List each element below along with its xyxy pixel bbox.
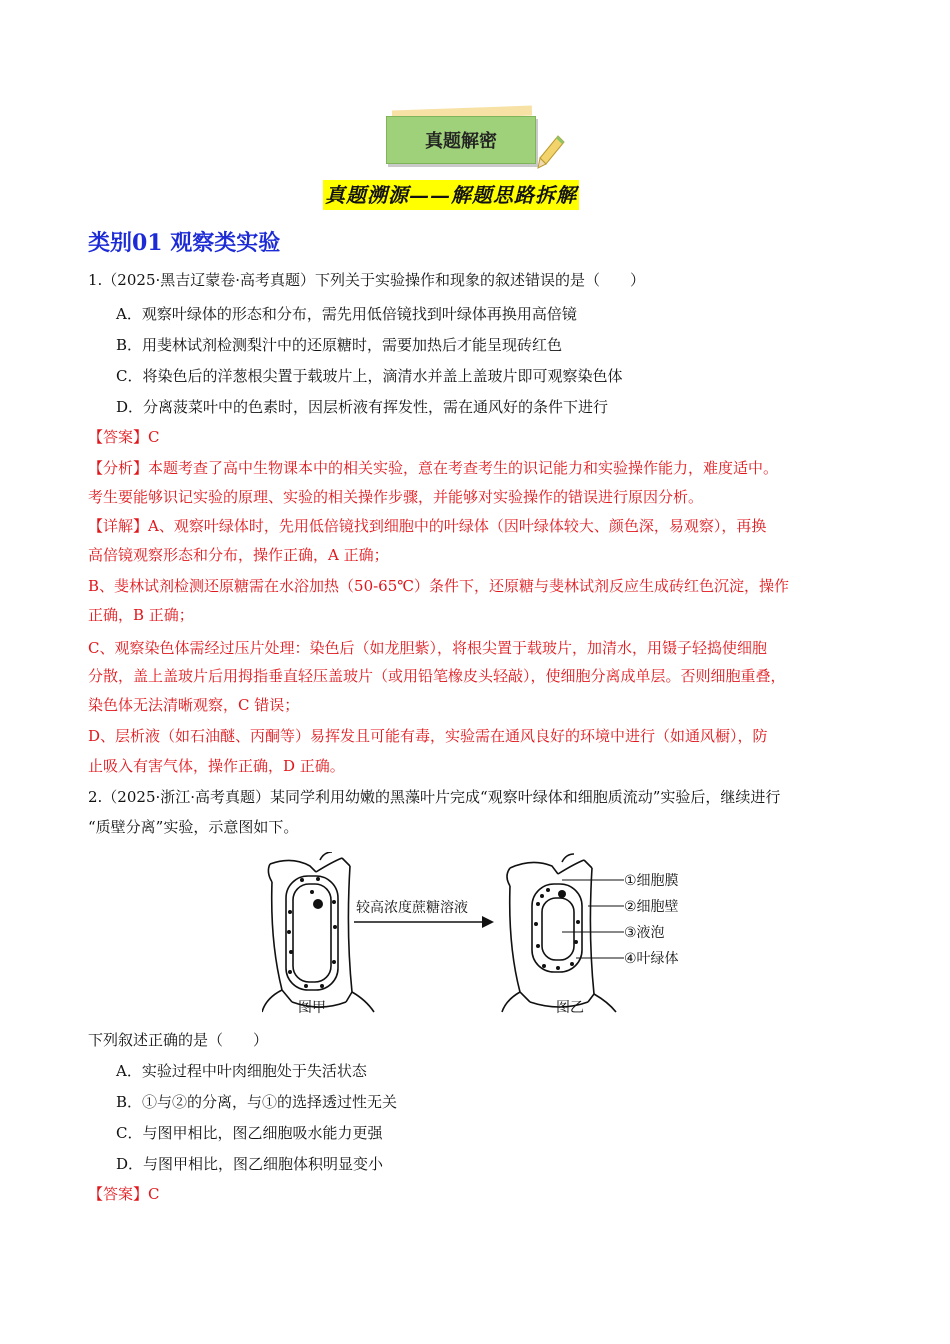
answer-tag: 【答案】 — [88, 428, 149, 446]
q1-detail-line-6: 分散，盖上盖玻片后用拇指垂直轻压盖玻片（或用铅笔橡皮头轻敲），使细胞分离成单层。否则细胞重叠， — [88, 667, 786, 685]
label-chloroplast: ④叶绿体 — [624, 951, 679, 967]
q1-detail-line-4: 正确，B 正确； — [88, 606, 194, 624]
q1-detail-line-7: 染色体无法清晰观察，C 错误； — [88, 696, 300, 714]
q1-stem: 1.（2025·黑吉辽蒙卷·高考真题）下列关于实验操作和现象的叙述错误的是（ ） — [88, 271, 646, 289]
caption-b: 图乙 — [556, 1000, 584, 1016]
cell-figure-a — [262, 852, 374, 1012]
q1-answer — [88, 427, 160, 447]
q1-detail-line-8: D、层析液（如石油醚、丙酮等）易挥发且可能有毒，实验需在通风良好的环境中进行（如通风橱），防 — [88, 727, 768, 745]
q2-option-d: D．与图甲相比，图乙细胞体积明显变小 — [116, 1155, 384, 1173]
pencil-icon — [536, 134, 566, 170]
q1-option-c: C．将染色后的洋葱根尖置于载玻片上，滴清水并盖上盖玻片即可观察染色体 — [116, 367, 623, 385]
q2-question: 下列叙述正确的是（ ） — [88, 1031, 269, 1049]
q1-analysis-line-2: 考生要能够识记实验的原理、实验的相关操作步骤，并能够对实验操作的错误进行原因分析。 — [88, 488, 704, 506]
banner-label: 真题解密 — [425, 131, 497, 152]
q1-detail-line-5: C、观察染色体需经过压片处理：染色后（如龙胆紫），将根尖置于载玻片，加清水，用镊子轻捣使细胞 — [88, 639, 767, 657]
section-title: 类别01 观察类实验 — [88, 230, 281, 256]
answer-tag: 【答案】 — [88, 1185, 149, 1203]
q1-detail-line-9: 止吸入有害气体，操作正确，D 正确。 — [88, 757, 345, 775]
q2-stem-line-1: 2.（2025·浙江·高考真题）某同学利用幼嫩的黑藻叶片完成“观察叶绿体和细胞质流动”实验后，继续进行 — [88, 788, 781, 806]
q2-option-b: B．①与②的分离，与①的选择透过性无关 — [116, 1093, 398, 1111]
arrow-label: 较高浓度蔗糖溶液 — [356, 900, 468, 916]
q2-option-c: C．与图甲相比，图乙细胞吸水能力更强 — [116, 1124, 383, 1142]
answer-value: C — [148, 428, 160, 446]
q1-option-a: A．观察叶绿体的形态和分布，需先用低倍镜找到叶绿体再换用高倍镜 — [116, 305, 577, 323]
label-membrane: ①细胞膜 — [624, 873, 679, 889]
q2-stem-line-2: “质壁分离”实验，示意图如下。 — [88, 818, 299, 836]
q1-detail-line-2: 高倍镜观察形态和分布，操作正确，A 正确； — [88, 546, 389, 564]
q1-detail-line-1: 【详解】A、观察叶绿体时，先用低倍镜找到细胞中的叶绿体（因叶绿体较大、颜色深，易观察），再换 — [88, 517, 767, 535]
answer-value: C — [148, 1185, 160, 1203]
label-leaders — [562, 880, 624, 958]
q2-answer — [88, 1184, 160, 1204]
q1-option-d: D．分离菠菜叶中的色素时，因层析液有挥发性，需在通风好的条件下进行 — [116, 398, 609, 416]
q2-option-a: A．实验过程中叶肉细胞处于失活状态 — [116, 1062, 367, 1080]
q1-analysis-line-1: 【分析】本题考查了高中生物课本中的相关实验，意在考查考生的识记能力和实验操作能力，难度适中。 — [88, 459, 779, 477]
q1-detail-line-3: B、斐林试剂检测还原糖需在水浴加热（50-65℃）条件下，还原糖与斐林试剂反应生成砖红色沉淀，操作 — [88, 577, 790, 595]
arrow-head — [482, 916, 494, 928]
header-banner — [386, 116, 536, 164]
chloroplasts-b — [534, 888, 580, 970]
plasmolysis-figure — [262, 852, 702, 1022]
q1-option-b: B．用斐林试剂检测梨汁中的还原糖时，需要加热后才能呈现砖红色 — [116, 336, 563, 354]
subtitle: 真题溯源——解题思路拆解 — [323, 180, 579, 210]
caption-a: 图甲 — [298, 1000, 326, 1016]
label-vacuole: ③液泡 — [624, 925, 665, 941]
cell-figure-b — [502, 854, 616, 1012]
label-cell-wall: ②细胞壁 — [624, 899, 679, 915]
